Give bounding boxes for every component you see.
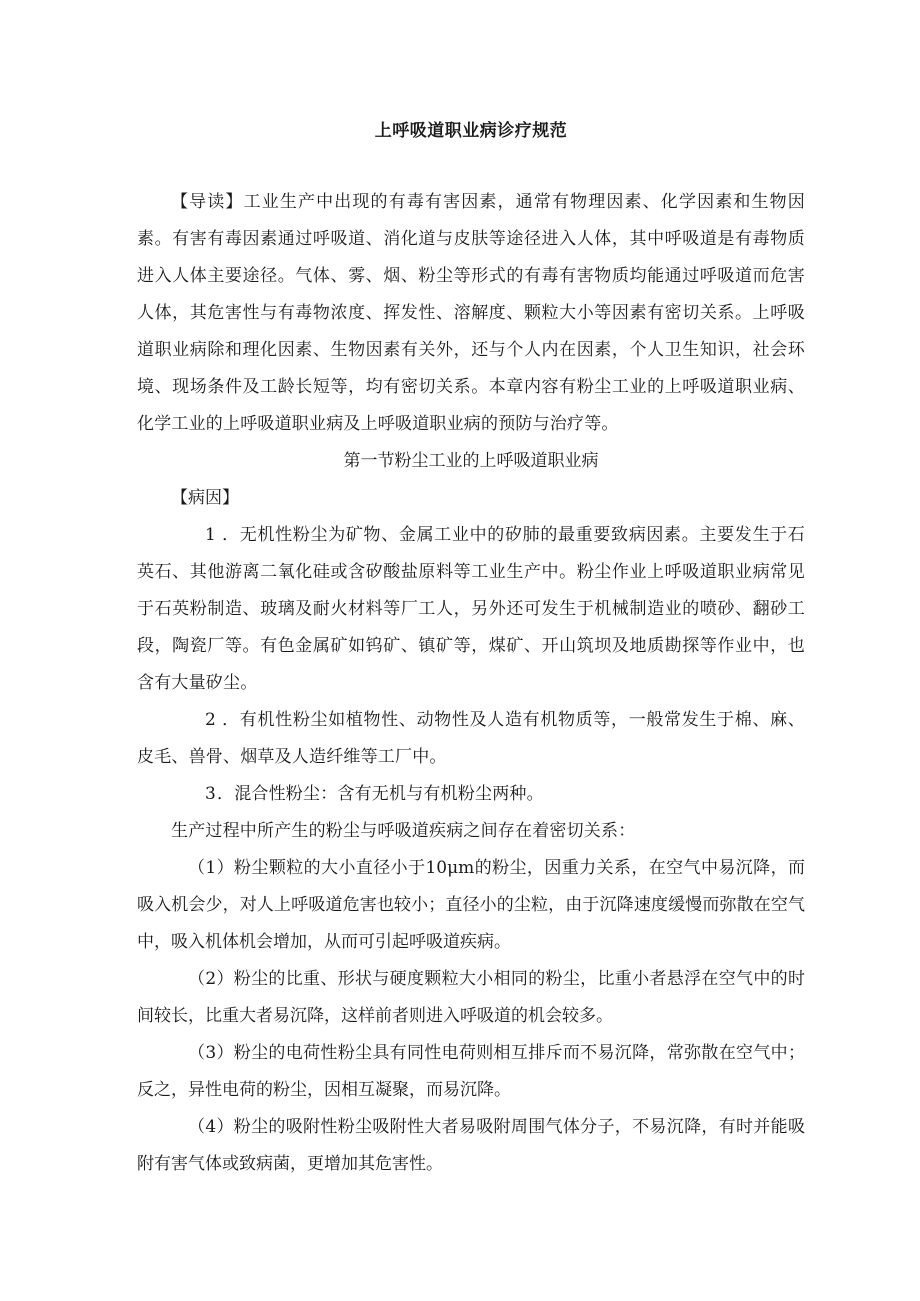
factor-item-1: （1）粉尘颗粒的大小直径小于10μm的粉尘，因重力关系，在空气中易沉降，而吸入机会少，对人上呼吸道危害也较小；直径小的尘粒，由于沉降速度缓慢而弥散在空气中，吸入机体机会增加，从而可引起呼吸道疾病。 bbox=[137, 858, 805, 952]
cause-text: ．有机性粉尘如植物性、动物性及人造有机物质等，一般常发生于棉、麻、皮毛、兽骨、烟草及人造纤维等工厂中。 bbox=[137, 710, 805, 767]
section-title: 第一节粉尘工业的上呼吸道职业病 bbox=[343, 451, 599, 471]
cause-number: 2 bbox=[205, 710, 217, 730]
intro-paragraph: 【导读】工业生产中出现的有毒有害因素，通常有物理因素、化学因素和生物因素。有害有毒因素通过呼吸道、消化道与皮肤等途径进入人体，其中呼吸道是有毒物质进入人体主要途径。气体、雾、烟、粉尘等形式的有毒有害物质均能通过呼吸道而危害人体，其危害性与有毒物浓度、挥发性、溶解度、颗粒大小等因素有密切关系。上呼吸道职业病除和理化因素、生物因素有关外，还与个人内在因素，个人卫生知识，社会环境、现场条件及工龄长短等，均有密切关系。本章内容有粉尘工业的上呼吸道职业病、化学工业的上呼吸道职业病及上呼吸道职业病的预防与治疗等。 bbox=[137, 192, 805, 434]
factor-item-3: （3）粉尘的电荷性粉尘具有同性电荷则相互排斥而不易沉降，常弥散在空气中；反之，异性电荷的粉尘，因相互凝聚，而易沉降。 bbox=[137, 1043, 805, 1100]
cause-number: 3 bbox=[205, 784, 217, 804]
cause-text: ．混合性粉尘：含有无机与有机粉尘两种。 bbox=[217, 784, 544, 804]
cause-number: 1 bbox=[205, 525, 217, 545]
document-body bbox=[137, 118, 805, 1183]
cause-item-3 bbox=[137, 776, 805, 813]
document-title: 上呼吸道职业病诊疗规范 bbox=[374, 121, 568, 141]
cause-heading: 【病因】 bbox=[171, 488, 239, 508]
factor-item-2: （2）粉尘的比重、形状与硬度颗粒大小相同的粉尘，比重小者悬浮在空气中的时间较长，比重大者易沉降，这样前者则进入呼吸道的机会较多。 bbox=[137, 969, 805, 1026]
factor-item-4: （4）粉尘的吸附性粉尘吸附性大者易吸附周围气体分子，不易沉降，有时并能吸附有害气体或致病菌，更增加其危害性。 bbox=[137, 1117, 805, 1174]
cause-item-1 bbox=[137, 517, 805, 702]
relation-intro: 生产过程中所产生的粉尘与呼吸道疾病之间存在着密切关系： bbox=[171, 821, 636, 841]
cause-item-2 bbox=[137, 702, 805, 776]
cause-text: ．无机性粉尘为矿物、金属工业中的矽肺的最重要致病因素。主要发生于石英石、其他游离二氧化硅或含矽酸盐原料等工业生产中。粉尘作业上呼吸道职业病常见于石英粉制造、玻璃及耐火材料等厂工人，另外还可发生于机械制造业的喷砂、翻砂工段，陶瓷厂等。有色金属矿如钨矿、镇矿等，煤矿、开山筑坝及地质勘探等作业中，也含有大量矽尘。 bbox=[137, 525, 805, 693]
